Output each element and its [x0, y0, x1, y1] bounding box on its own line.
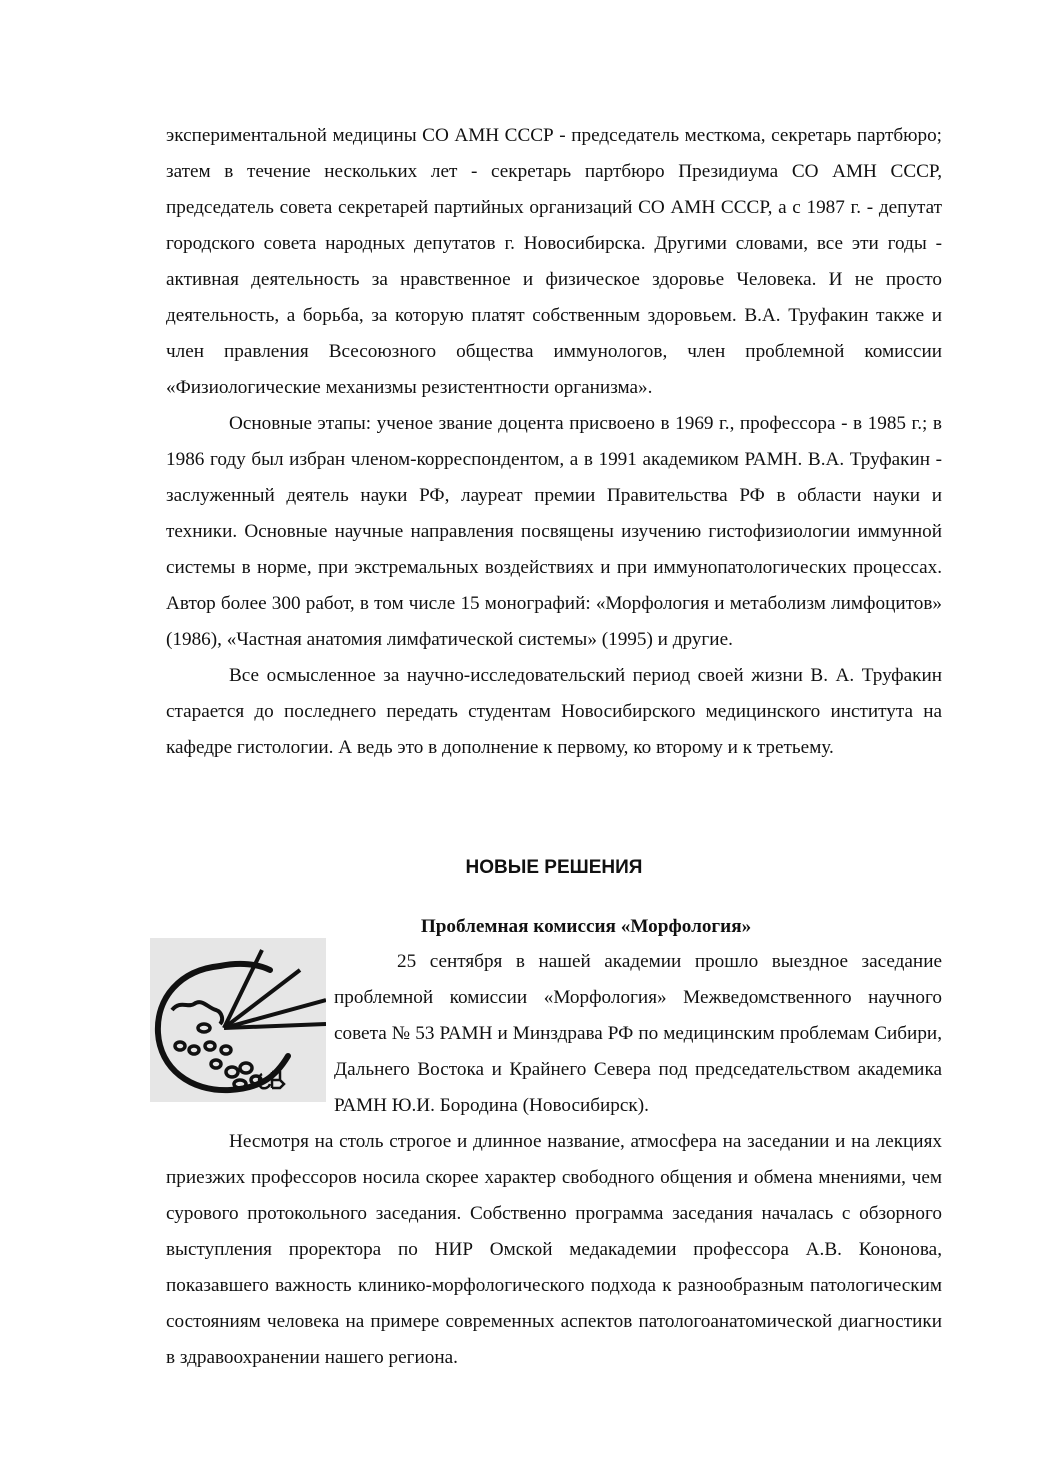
document-page	[166, 118, 942, 1368]
section-subtitle: Проблемная комиссия «Морфология»	[420, 916, 752, 937]
biography-paragraph-3: Все осмысленное за научно-исследовательский период своей жизни В. А. Труфакин старается до последнего передать студентам Новосибирского медицинского института на кафедре гистологии. А ведь это в дополнение к первому, ко второму и к третьему.	[166, 665, 942, 758]
news-paragraph-1: 25 сентября в нашей академии прошло выездное заседание проблемной комиссии «Морфология» Межведомственного научного совета № 53 РАМН и Минздрава РФ по медицинским проблемам Сибири, Дальнего Востока и Крайнего Севера под председательством академика РАМН Ю.И. Бородина (Новосибирск).	[334, 951, 942, 1116]
news-section	[166, 910, 942, 1376]
microscope-cells-illustration-icon	[150, 938, 326, 1102]
biography-paragraph-1: экспериментальной медицины СО АМН СССР - председатель месткома, секретарь партбюро; затем в течение нескольких лет - секретарь партбюро Президиума СО АМН СССР, председатель совета секретарей партийных организаций СО АМН СССР, а с 1987 г. - депутат городского совета народных депутатов г. Новосибирска. Другими словами, все эти годы - активная деятельность за нравственное и физическое здоровье Человека. И не просто деятельность, а борьба, за которую платят собственным здоровьем. В.А. Труфакин также и член правления Всесоюзного общества иммунологов, член проблемной комиссии «Физиологические механизмы резистентности организма».	[166, 125, 942, 398]
biography-paragraph-2: Основные этапы: ученое звание доцента присвоено в 1969 г., профессора - в 1985 г.; в 1986 году был избран членом-корреспондентом, а в 1991 академиком РАМН. В.А. Труфакин - заслуженный деятель науки РФ, лауреат премии Правительства РФ в области науки и техники. Основные научные направления посвящены изучению гистофизиологии иммунной системы в норме, при экстремальных воздействиях и при иммунопатологических процессах. Автор более 300 работ, в том числе 15 монографий: «Морфология и метаболизм лимфоцитов» (1986), «Частная анатомия лимфатической системы» (1995) и другие.	[166, 413, 942, 650]
news-paragraph-2: Несмотря на столь строгое и длинное название, атмосфера на заседании и на лекциях приезжих профессоров носила скорее характер свободного общения и обмена мнениями, чем сурового протокольного заседания. Собственно программа заседания началась с обзорного выступления проректора по НИР Омской медакадемии профессора А.В. Кононова, показавшего важность клинико-морфологического подхода к разнообразным патологическим состояниям человека на примере современных аспектов патологоанатомической диагностики в здравоохранении нашего региона.	[166, 1131, 942, 1368]
section-title: НОВЫЕ РЕШЕНИЯ	[465, 857, 643, 878]
